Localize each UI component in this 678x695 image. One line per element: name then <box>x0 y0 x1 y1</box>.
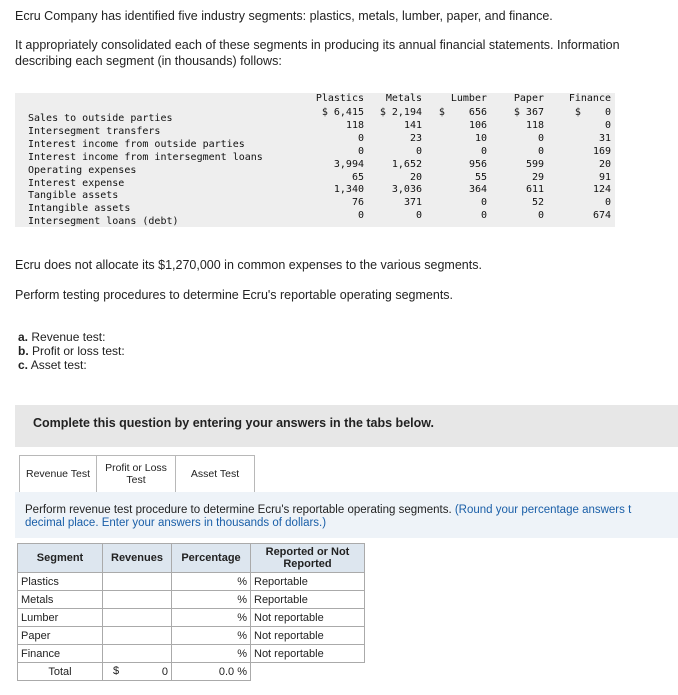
segment-value: 20 <box>409 171 422 183</box>
segment-value: 0 <box>415 210 422 222</box>
pct-symbol: % <box>237 629 247 642</box>
segment-value: 674 <box>592 210 611 222</box>
total-percentage-value: 0.0 <box>218 665 235 678</box>
revenue-input[interactable] <box>103 573 172 591</box>
answer-row <box>18 645 365 663</box>
intro-paragraph-2: It appropriately consolidated each of these segments in producing its annual financial statements. Information describing each segment (in thousands) follows: <box>15 38 620 68</box>
segment-value: 0 <box>537 132 544 144</box>
reported-select[interactable] <box>251 627 365 645</box>
segment-value: 118 <box>525 119 544 131</box>
total-row <box>18 663 365 681</box>
segment-value: 0 <box>357 145 364 157</box>
segment-value: 91 <box>598 171 611 183</box>
tab-profit-label-2: Test <box>126 474 146 486</box>
segment-value: 141 <box>403 119 422 131</box>
test-item-revenue: a. Revenue test: <box>18 330 106 344</box>
segment-value: 20 <box>598 158 611 170</box>
segment-name: Lumber <box>18 609 103 627</box>
segment-row-label: Intersegment loans (debt) <box>28 216 179 228</box>
segment-value: 31 <box>598 132 611 144</box>
total-percentage <box>172 663 251 681</box>
revenue-input[interactable] <box>103 645 172 663</box>
header-reported: Reported or Not Reported <box>251 544 365 573</box>
segment-value: 29 <box>531 171 544 183</box>
column-header: Finance <box>568 93 611 104</box>
total-blank <box>251 663 365 681</box>
test-list <box>18 330 125 372</box>
instruction-panel-text <box>25 504 631 530</box>
segment-value: $ 0 <box>574 107 611 118</box>
reported-value: Reportable <box>254 593 308 606</box>
answer-row <box>18 591 365 609</box>
segment-row-label: Intangible assets <box>28 203 131 215</box>
segment-value: 76 <box>351 197 364 209</box>
reported-value: Not reportable <box>254 611 324 624</box>
segment-value: 124 <box>592 184 611 196</box>
segment-value: $ 2,194 <box>379 107 422 118</box>
tab-asset-label: Asset Test <box>190 468 240 480</box>
total-revenues-value: 0 <box>161 665 168 678</box>
segment-value: 956 <box>468 158 487 170</box>
segment-value: 65 <box>351 171 364 183</box>
segment-row-label: Sales to outside parties <box>28 113 173 124</box>
test-item-profit: b. Profit or loss test: <box>18 344 125 358</box>
intro-paragraph-1: Ecru Company has identified five industry segments: plastics, metals, lumber, paper, and finance. <box>15 9 553 23</box>
segment-value: 55 <box>474 171 487 183</box>
panel-note: (Round your percentage answers t <box>454 504 632 516</box>
segment-value: 371 <box>403 197 422 209</box>
pct-symbol: % <box>237 593 247 606</box>
panel-main-text: Perform revenue test procedure to determine Ecru's reportable operating segments. <box>25 504 452 516</box>
segment-value: 0 <box>357 210 364 222</box>
segment-name: Finance <box>18 645 103 663</box>
segment-value: 0 <box>537 145 544 157</box>
segment-value: 118 <box>345 119 364 131</box>
pct-symbol: % <box>237 611 247 624</box>
instruction-text: Perform testing procedures to determine Ecru's reportable operating segments. <box>15 288 454 302</box>
reported-select[interactable] <box>251 609 365 627</box>
segment-value: 52 <box>531 197 544 209</box>
segment-value: 611 <box>525 184 544 196</box>
segment-value: 0 <box>480 145 487 157</box>
reported-select[interactable] <box>251 645 365 663</box>
revenue-input[interactable] <box>103 609 172 627</box>
segment-value: 1,340 <box>333 184 364 196</box>
answer-row <box>18 609 365 627</box>
pct-symbol: % <box>237 647 247 660</box>
percentage-input[interactable] <box>172 609 251 627</box>
reported-select[interactable] <box>251 591 365 609</box>
complete-banner <box>15 405 678 447</box>
tab-asset-test[interactable] <box>175 455 255 493</box>
segment-value: $ 656 <box>438 107 487 118</box>
segment-value: 106 <box>468 119 487 131</box>
segment-column <box>474 107 544 223</box>
segment-row-label: Interest income from outside parties <box>28 138 245 150</box>
segment-value: 364 <box>468 184 487 196</box>
segment-value: 0 <box>537 210 544 222</box>
percentage-input[interactable] <box>172 627 251 645</box>
segment-value: 0 <box>604 119 611 131</box>
segment-row-labels <box>28 113 263 229</box>
segment-value: 3,994 <box>333 158 364 170</box>
segment-value: $ 367 <box>513 107 544 118</box>
column-header: Metals <box>385 93 422 104</box>
segment-value: 23 <box>409 132 422 144</box>
percentage-input[interactable] <box>172 573 251 591</box>
tab-profit-loss-test[interactable] <box>96 455 176 493</box>
header-segment: Segment <box>18 544 103 573</box>
segment-data-table <box>15 93 615 227</box>
total-revenues <box>103 663 172 681</box>
column-header: Plastics <box>315 93 364 104</box>
common-expenses-note: Ecru does not allocate its $1,270,000 in common expenses to the various segments. <box>15 258 482 272</box>
segment-value: 0 <box>480 210 487 222</box>
segment-column <box>541 107 611 223</box>
tab-revenue-label: Revenue Test <box>25 468 90 480</box>
total-currency: $ <box>113 665 120 677</box>
segment-value: 0 <box>604 197 611 209</box>
segment-name: Paper <box>18 627 103 645</box>
segment-value: 0 <box>357 132 364 144</box>
instruction-panel <box>15 492 678 538</box>
revenue-input[interactable] <box>103 591 172 609</box>
percentage-input[interactable] <box>172 645 251 663</box>
pct-symbol: % <box>237 575 247 588</box>
tab-revenue-test[interactable] <box>19 455 97 493</box>
panel-note-2: decimal place. Enter your answers in thousands of dollars.) <box>25 517 327 529</box>
segment-row-label: Interest income from intersegment loans <box>28 151 263 163</box>
column-header: Lumber <box>450 93 487 104</box>
segment-column <box>352 107 422 223</box>
segment-value: 599 <box>525 158 544 170</box>
segment-value: 1,652 <box>391 158 422 170</box>
total-pct-symbol: % <box>237 665 247 678</box>
column-header: Paper <box>513 93 544 104</box>
answer-row <box>18 627 365 645</box>
revenue-input[interactable] <box>103 627 172 645</box>
reported-value: Not reportable <box>254 629 324 642</box>
segment-row-label: Interest expense <box>28 177 125 189</box>
segment-name: Plastics <box>18 573 103 591</box>
segment-row-label: Intersegment transfers <box>28 125 161 137</box>
segment-name: Metals <box>18 591 103 609</box>
percentage-input[interactable] <box>172 591 251 609</box>
segment-row-label: Operating expenses <box>28 164 137 176</box>
answer-table <box>17 543 365 681</box>
header-revenues: Revenues <box>103 544 172 573</box>
intro <box>15 8 665 82</box>
test-item-asset: c. Asset test: <box>18 358 87 372</box>
answer-row <box>18 573 365 591</box>
total-label: Total <box>18 663 103 681</box>
segment-value: 169 <box>592 145 611 157</box>
segment-value: 10 <box>474 132 487 144</box>
reported-select[interactable] <box>251 573 365 591</box>
complete-banner-text: Complete this question by entering your answers in the tabs below. <box>33 416 434 430</box>
header-percentage: Percentage <box>172 544 251 573</box>
tab-profit-label-1: Profit or Loss <box>105 462 167 474</box>
segment-value: $ 6,415 <box>321 107 364 118</box>
segment-row-label: Tangible assets <box>28 190 119 202</box>
reported-value: Not reportable <box>254 647 324 660</box>
segment-value: 0 <box>480 197 487 209</box>
segment-value: 3,036 <box>391 184 422 196</box>
reported-value: Reportable <box>254 575 308 588</box>
segment-value: 0 <box>415 145 422 157</box>
